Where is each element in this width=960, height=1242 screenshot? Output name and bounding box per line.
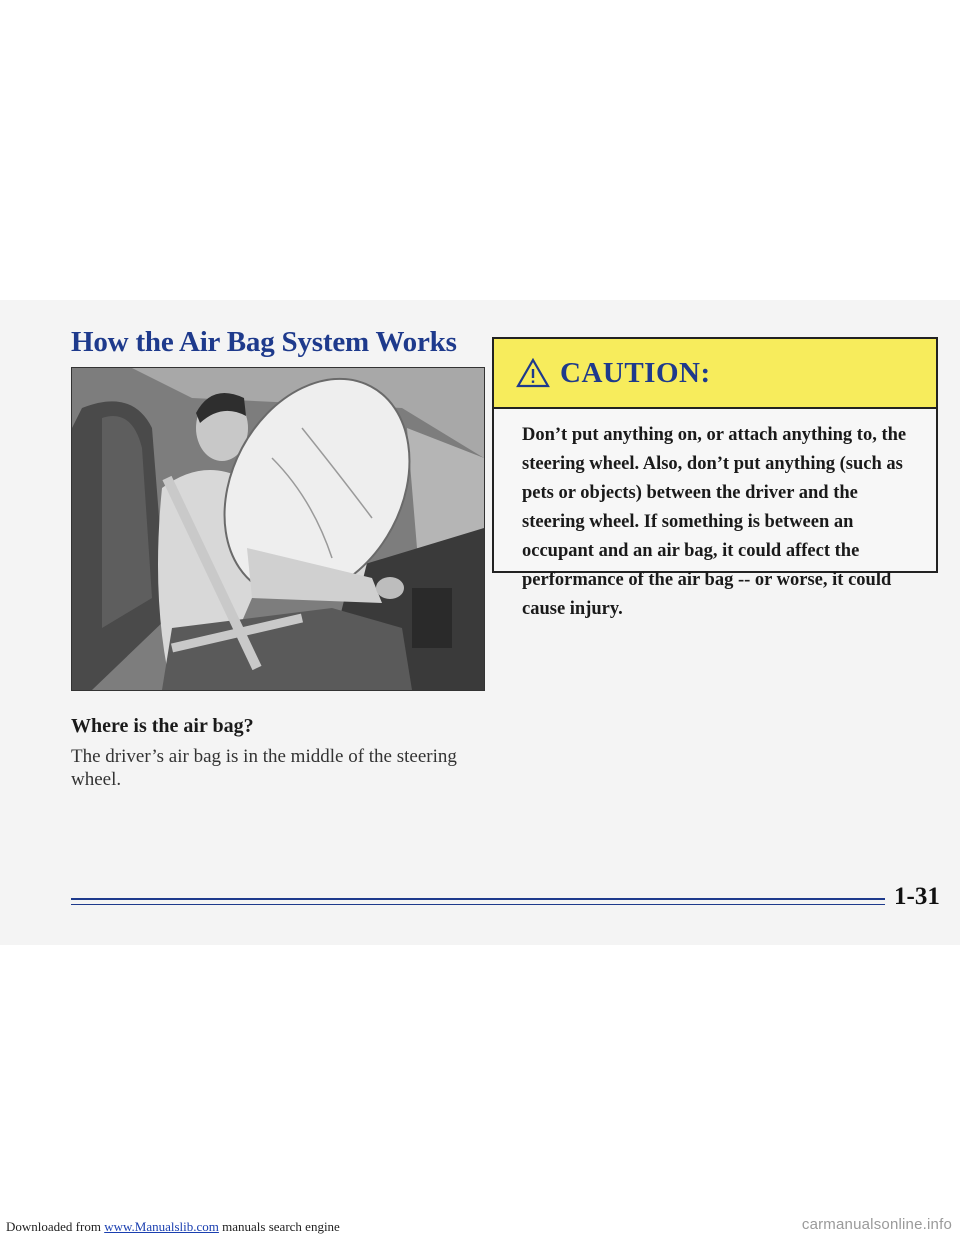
caution-label: CAUTION: xyxy=(560,356,711,389)
page-number: 1-31 xyxy=(894,883,940,910)
watermark-text: carmanualsonline.info xyxy=(801,1216,952,1233)
footer-rule-bottom xyxy=(71,904,885,905)
airbag-location-subheading: Where is the air bag? xyxy=(71,715,254,737)
caution-box xyxy=(492,337,938,619)
footer-prefix: Downloaded from xyxy=(6,1219,105,1234)
caution-text: Don’t put anything on, or attach anything to, the steering wheel. Also, don’t put anything (such as pets or objects) between the driver and the steering wheel. If something is between an occupant and an air bag, it could affect the performance of the air bag -- or worse, it could cause injury. xyxy=(522,425,907,619)
download-footer xyxy=(6,1219,340,1235)
section-title: How the Air Bag System Works xyxy=(71,326,457,358)
caution-header xyxy=(494,339,936,409)
warning-triangle-icon xyxy=(516,358,550,388)
driver-airbag-drawing xyxy=(72,368,484,690)
footer-suffix: manuals search engine xyxy=(218,1219,340,1234)
airbag-location-text: The driver’s air bag is in the middle of the steering wheel. xyxy=(71,746,457,790)
airbag-illustration xyxy=(71,367,485,691)
footer-rule-top xyxy=(71,898,885,900)
manualslib-link[interactable]: www.Manualslib.com xyxy=(104,1219,219,1234)
